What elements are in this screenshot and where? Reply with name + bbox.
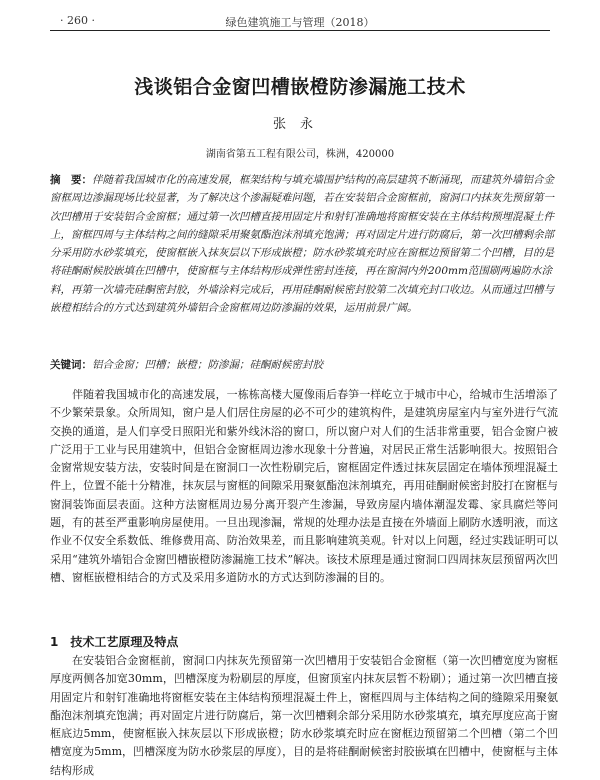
page-header <box>50 12 550 31</box>
intro-paragraph: 伴随着我国城市化的高速发展，一栋栋高楼大厦像雨后春笋一样屹立于城市中心，给城市生活增添了不少繁荣景象。众所周知，窗户是人们居住房屋的必不可少的建筑构件，是建筑房屋室内与室外进行气流交换的通道，是人们享受日照阳光和紫外线沐浴的窗口，所以窗户对人们的生活非常重要，铝合金窗户被广泛用于工业与民用建筑中，但铝合金窗框周边渗水现象十分普遍，对居民正常生活影响很大。按照铝合金窗常规安装方法，安装时间是在窗洞口一次性粉刷完后，窗框固定件透过抹灰层固定在墙体预埋混凝土件上，位置不能十分精准，抹灰层与窗框的间隙采用聚氨酯泡沫剂填充，再用硅酮耐候密封胶打在窗框与窗洞装饰面层表面。这种方法窗框周边易分离开裂产生渗漏，导致房屋内墙体潮湿发霉、家具腐烂等问题，有的甚至严重影响房屋使用。一旦出现渗漏，常规的处理办法是直接在外墙面上刷防水透明液，而这作业不仅安全系数低、维修费用高、防治效果差，而且影响建筑美观。针对以上问题，经过实践证明可以采用“建筑外墙铝合金窗凹槽嵌橙防渗漏施工技术”解决。该技术原理是通过窗洞口四周抹灰层预留两次凹槽、窗框嵌橙相结合的方式及采用多道防水的方式达到防渗漏的目的。 <box>50 388 558 584</box>
author-affiliation: 湖南省第五工程有限公司，株洲，420000 <box>205 149 395 160</box>
section-body <box>50 652 558 780</box>
section-heading: 1 技术工艺原理及特点 <box>50 635 179 649</box>
abstract-label: 摘 要： <box>50 174 92 186</box>
page-number: · 260 · <box>60 14 95 27</box>
section-paragraph: 在安装铝合金窗框前，窗洞口内抹灰先预留第一次凹槽用于安装铝合金窗框（第一次凹槽宽度为窗框厚度两侧各加宽30mm，凹槽深度为粉刷层的厚度，但窗顶室内抹灰层暂不粉刷）；通过第一次凹槽直接用固定片和射钉准确地将窗框安装在主体结构预埋混凝土件上，窗框四周与主体结构之间的缝隙采用聚氨酯泡沫剂填充饱满；再对固定片进行防腐后，第一次凹槽剩余部分采用防水砂浆填充，填充厚度应高于窗框底边5mm，使窗框嵌入抹灰层以下形成嵌橙；防水砂浆填充时应在窗框边预留第二个凹槽（第二个凹槽宽度为5mm，凹槽深度为防水砂浆层的厚度），目的是将硅酮耐候密封胶嵌填在凹槽中，使窗框与主体结构形成 <box>50 654 558 777</box>
keywords <box>50 357 558 374</box>
introduction <box>50 386 558 587</box>
author-name: 张永 <box>272 117 327 132</box>
paper-title: 浅谈铝合金窗凹槽嵌橙防渗漏施工技术 <box>134 76 466 98</box>
abstract-text: 伴随着我国城市化的高速发展，框架结构与填充墙围护结构的高层建筑不断涌现，而建筑外墙铝合金窗框周边渗漏现场比较显著，为了解决这个渗漏疑难问题，若在安装铝合金窗框前，窗洞口内抹灰先预留第一次凹槽用于安装铝合金窗框；通过第一次凹槽直接用固定片和射钉准确地将窗框安装在主体结构预埋混凝土件上，窗框四周与主体结构之间的缝隙采用聚氨酯泡沫剂填充饱满；再对固定片进行防腐后，第一次凹槽剩余部分采用防水砂浆填充，使窗框嵌入抹灰层以下形成嵌橙；防水砂浆填充时应在窗框边预留第二个凹槽，目的是将硅酮耐候胶嵌填在凹槽中，使窗框与主体结构形成弹性密封连接，再在窗洞内外200mm范围刷两遍防水涂料，再第一次墙壳硅酮密封胶，外墙涂料完成后，再用硅酮耐候密封胶第二次填充封口收边。从而通过凹槽与嵌橙相结合的方式达到建筑外墙铝合金窗框周边防渗漏的效果，运用前景广阔。 <box>50 174 554 315</box>
keywords-text: 铝合金窗；凹槽；嵌橙；防渗漏；硅酮耐候密封胶 <box>92 359 323 371</box>
abstract <box>50 171 558 317</box>
journal-name: 绿色建筑施工与管理（2018） <box>225 16 375 29</box>
keywords-label: 关键词： <box>50 359 92 371</box>
